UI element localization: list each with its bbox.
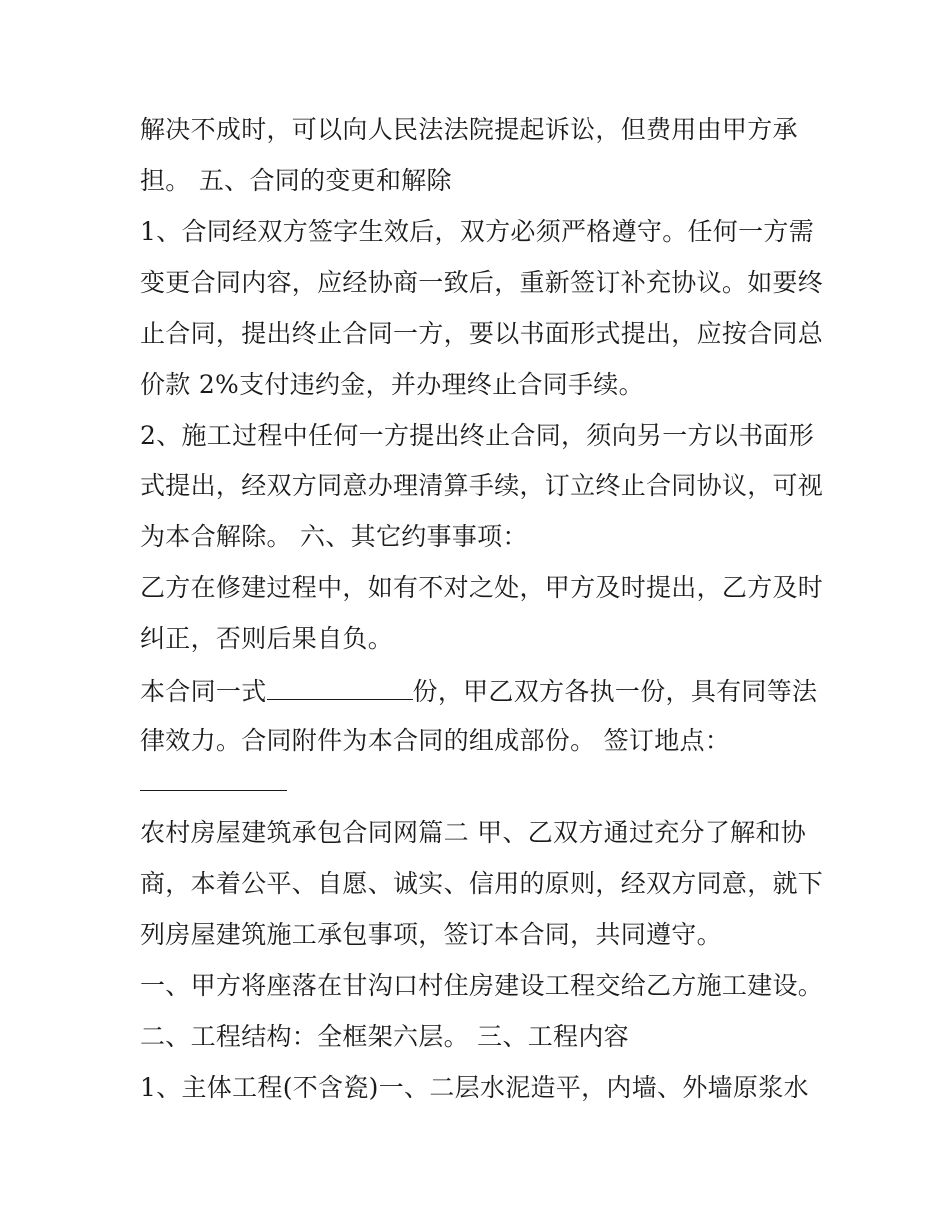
- text-line: 纠正，否则后果自负。: [140, 624, 394, 653]
- text-line: 担。 五、合同的变更和解除: [140, 166, 452, 195]
- text-line: 乙方在修建过程中，如有不对之处，甲方及时提出，乙方及时: [140, 573, 824, 602]
- text-line: 价款 2%支付违约金，并办理终止合同手续。: [140, 370, 644, 399]
- text-line: 律效力。合同附件为本合同的组成部份。 签订地点：: [140, 726, 731, 755]
- text-line-with-blank: [140, 673, 817, 707]
- text-line: 式提出，经双方同意办理清算手续，订立终止合同协议，可视: [140, 471, 824, 500]
- text-line: 列房屋建筑施工承包事项，签订本合同，共同遵守。: [140, 920, 722, 949]
- text-line: 变更合同内容，应经协商一致后，重新签订补充协议。如要终: [140, 268, 824, 297]
- text-line: 解决不成时，可以向人民法法院提起诉讼，但费用由甲方承: [140, 115, 798, 144]
- text-line: 2、施工过程中任何一方提出终止合同，须向另一方以书面形: [140, 421, 815, 450]
- text-line: 一、甲方将座落在甘沟口村住房建设工程交给乙方施工建设。: [140, 971, 824, 1000]
- text-segment: 本合同一式: [140, 677, 267, 706]
- text-line: 农村房屋建筑承包合同网篇二 甲、乙双方通过充分了解和协: [140, 818, 807, 847]
- text-line: 二、工程结构：全框架六层。 三、工程内容: [140, 1022, 629, 1051]
- text-line: 为本合解除。 六、其它约事事项：: [140, 522, 528, 551]
- signing-location-blank-line: [140, 790, 287, 791]
- text-segment: 份，甲乙双方各执一份，具有同等法: [412, 677, 818, 706]
- text-line: 1、合同经双方签字生效后，双方必须严格遵守。任何一方需: [140, 217, 815, 246]
- text-line: 商，本着公平、自愿、诚实、信用的原则，经双方同意，就下: [140, 869, 824, 898]
- text-line: 止合同，提出终止合同一方，要以书面形式提出，应按合同总: [140, 319, 824, 348]
- copies-blank-field: [267, 673, 413, 700]
- text-line: 1、主体工程(不含瓷)一、二层水泥造平，内墙、外墙原浆水: [140, 1073, 809, 1102]
